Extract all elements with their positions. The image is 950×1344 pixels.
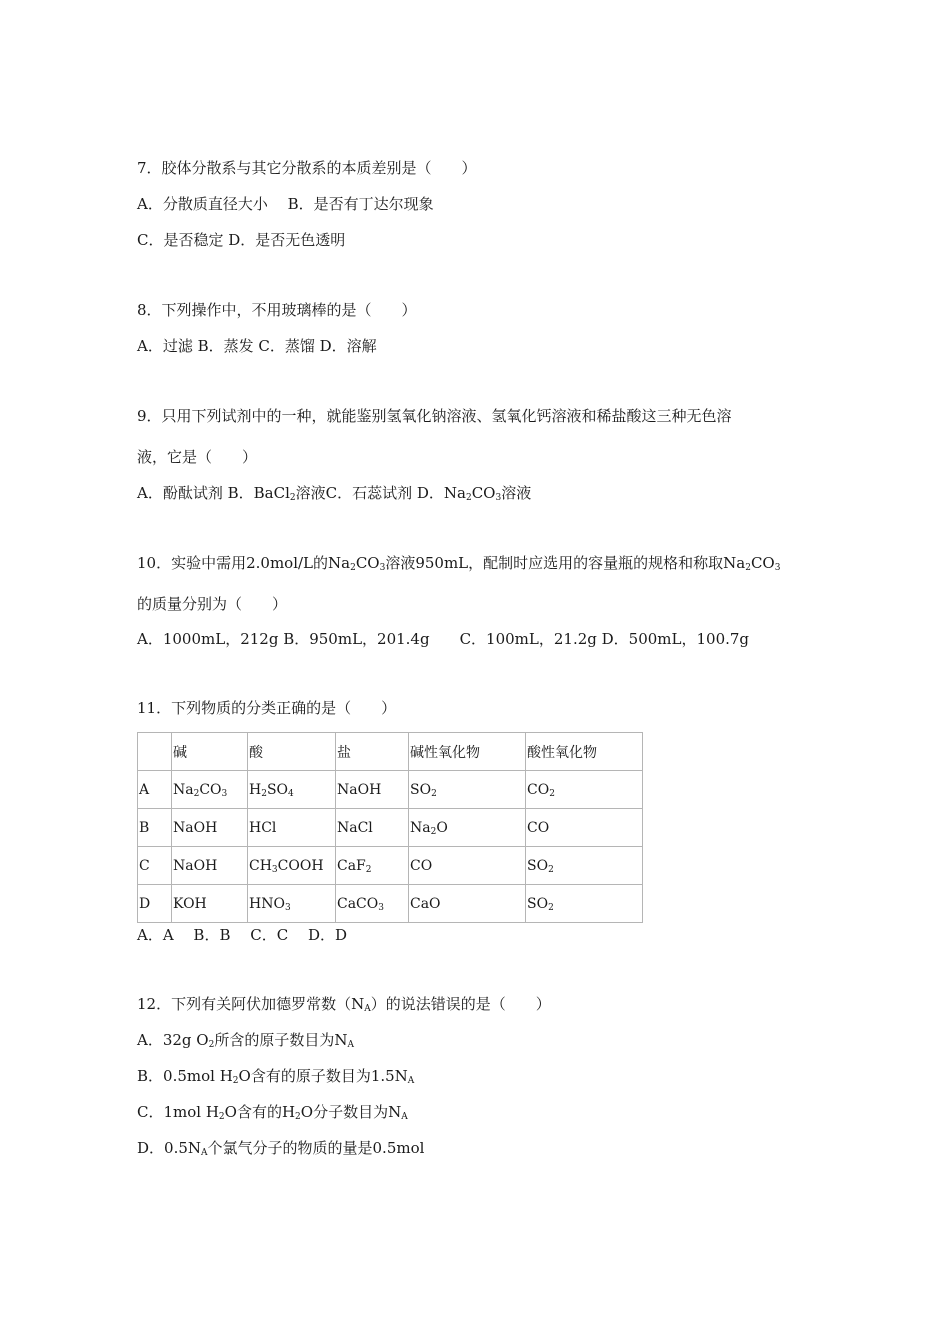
table-cell: $HNO_3$: [248, 885, 336, 923]
table-cell: B: [138, 809, 172, 847]
table-cell: NaOH: [172, 809, 248, 847]
q10-stem-line1: 10．实验中需用2.0mol/L的$Na_2CO_3$溶液950mL，配制时应选用的容量瓶的规格和称取$Na_2CO_3$: [137, 554, 781, 573]
table-row: [138, 885, 643, 923]
table-cell: $Na_2O$: [409, 809, 526, 847]
q11-options: A．A B．B C．C D．D: [137, 926, 348, 944]
q10-options: A．1000mL，212g B．950mL，201.4g C．100mL，21.2g D．500mL，100.7g: [137, 630, 750, 648]
table-header-cell: [138, 733, 172, 771]
q12-option-a: A．32g $O_2$所含的原子数目为$N_A$: [137, 1031, 354, 1050]
classification-table: [137, 732, 643, 923]
table-cell: NaOH: [172, 847, 248, 885]
table-header-cell: 酸: [248, 733, 336, 771]
table-cell: $SO_2$: [409, 771, 526, 809]
q9-stem-line2: 液，它是（ ）: [137, 448, 258, 466]
q12-option-c: C．1mol $H_2O$含有的$H_2O$分子数目为$N_A$: [137, 1103, 408, 1122]
table-row: [138, 809, 643, 847]
q8-options: A．过滤 B．蒸发 C．蒸馏 D．溶解: [137, 337, 377, 355]
q12-option-d: D．$0.5N_A$个氯气分子的物质的量是0.5mol: [137, 1139, 425, 1158]
q7-options-ab: A．分散质直径大小 B．是否有丁达尔现象: [137, 195, 434, 213]
q12-option-b: B．0.5mol $H_2O$含有的原子数目为$1.5N_A$: [137, 1067, 415, 1086]
q8-stem: 8．下列操作中，不用玻璃棒的是（ ）: [137, 301, 417, 319]
table-row: [138, 847, 643, 885]
table-cell: HCl: [248, 809, 336, 847]
table-header-cell: 盐: [336, 733, 409, 771]
q10-stem-line2: 的质量分别为（ ）: [137, 595, 288, 613]
table-cell: NaCl: [336, 809, 409, 847]
q9-stem-line1: 9．只用下列试剂中的一种，就能鉴别氢氧化钠溶液、氢氧化钙溶液和稀盐酸这三种无色溶: [137, 407, 732, 425]
q12-stem: 12．下列有关阿伏加德罗常数$(N_A)$的说法错误的是（ ）: [137, 995, 551, 1014]
table-cell: D: [138, 885, 172, 923]
table-cell: $CH_3COOH$: [248, 847, 336, 885]
table-header-cell: 酸性氧化物: [526, 733, 643, 771]
table-cell: NaOH: [336, 771, 409, 809]
table-cell: CO: [526, 809, 643, 847]
q9-options: A．酚酞试剂 B．BaCl$_2$溶液C．石蕊试剂 D．$Na_2CO_3$溶液: [137, 484, 532, 503]
table-cell: $Na_2CO_3$: [172, 771, 248, 809]
q11-stem: 11．下列物质的分类正确的是（ ）: [137, 699, 397, 717]
table-cell: $SO_2$: [526, 885, 643, 923]
q7-stem: 7．胶体分散系与其它分散系的本质差别是（ ）: [137, 159, 477, 177]
table-header-cell: 碱: [172, 733, 248, 771]
table-header-cell: 碱性氧化物: [409, 733, 526, 771]
table-row: [138, 771, 643, 809]
table-cell: CaF$_2$: [336, 847, 409, 885]
q7-options-cd: C．是否稳定 D．是否无色透明: [137, 231, 346, 249]
table-cell: C: [138, 847, 172, 885]
table-cell: KOH: [172, 885, 248, 923]
table-cell: CO: [409, 847, 526, 885]
table-cell: CaO: [409, 885, 526, 923]
table-cell: $SO_2$: [526, 847, 643, 885]
table-header-row: [138, 733, 643, 771]
table-cell: $H_2SO_4$: [248, 771, 336, 809]
table-cell: A: [138, 771, 172, 809]
table-cell: CaCO$_3$: [336, 885, 409, 923]
table-cell: $CO_2$: [526, 771, 643, 809]
